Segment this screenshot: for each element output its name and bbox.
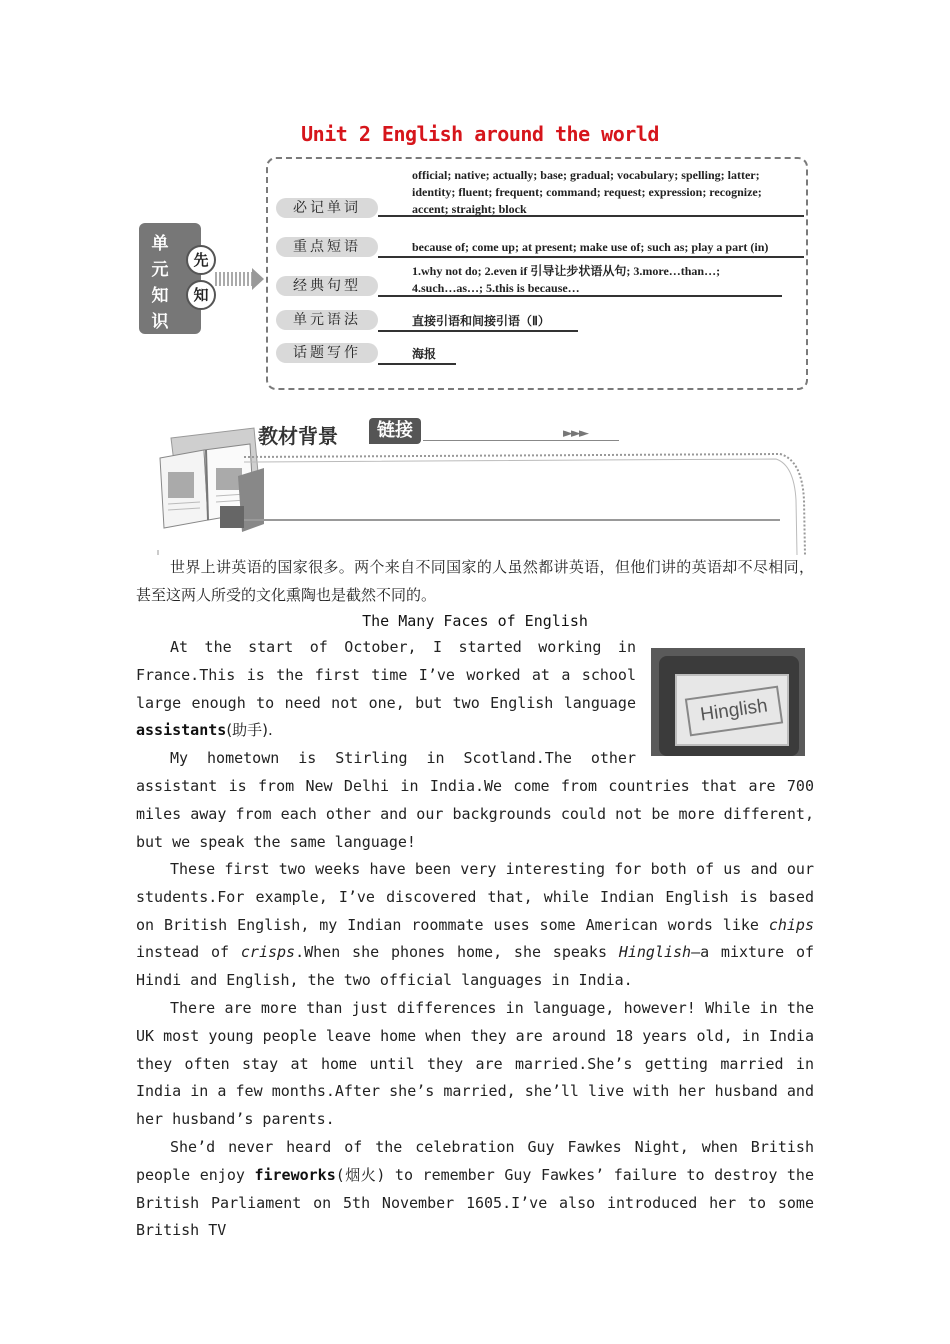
row-line: [378, 363, 456, 365]
vocab-line: official; native; actually; base; gradual; vocabulary; spelling; latter;: [412, 168, 760, 182]
bold-word: fireworks: [254, 1165, 336, 1184]
row-label-sentences: 经典句型: [276, 276, 378, 296]
arrow-strip: [215, 272, 255, 286]
intro-paragraph: 世界上讲英语的国家很多。两个来自不同国家的人虽然都讲英语，但他们讲的英语却不尽相同，甚至这两人所受的文化熏陶也是截然不同的。: [136, 558, 814, 604]
article-paragraph-5: [136, 1134, 814, 1245]
vocab-line: accent; straight; block: [412, 202, 527, 216]
row-line: [378, 330, 578, 332]
section-frame: [140, 410, 810, 555]
italic-word: Hinglish: [618, 943, 692, 962]
italic-word: chips: [768, 915, 814, 934]
p1-line: At the start of October, I started working in: [170, 638, 636, 656]
bold-word: assistants: [136, 721, 227, 740]
p1-line: France.This is the first time I’ve worked at a school: [136, 665, 636, 684]
arrow-right-icon: [252, 268, 264, 290]
p1-tail: (助手).: [226, 721, 273, 740]
p1-line: [136, 717, 636, 745]
row-line: [378, 256, 804, 258]
vocab-line: identity; fluent; frequent; command; request; expression; recognize;: [412, 185, 762, 199]
section-title: 教材背景: [258, 424, 338, 448]
sentence-line: 4.such…as…; 5.this is because…: [412, 281, 580, 295]
side-label-char: 元: [151, 260, 169, 280]
row-label-writing: 话题写作: [276, 343, 378, 363]
p1-line: large enough to need not one, but two English language: [136, 693, 636, 712]
row-label-phrases: 重点短语: [276, 237, 378, 257]
row-content-grammar: 直接引语和间接引语（Ⅱ）: [412, 314, 550, 328]
row-content-vocabulary: [412, 167, 762, 218]
preview-circle-2: 知: [186, 280, 216, 310]
side-label-char: 单: [151, 234, 169, 254]
hinglish-label: Hinglish: [685, 686, 783, 737]
text-run: (烟火) to remember Guy Fawkes’ failure to destroy the British Parliament on 5th November 1605.I’ve also introduced her to some British TV: [136, 1165, 814, 1240]
article-paragraph-2: assistant is from New Delhi in India.We come from countries that are 700 miles away from each other and our backgrounds could not be more different, but we speak the same language!: [136, 777, 814, 851]
background-section-header: [140, 410, 810, 555]
unit-title: Unit 2 English around the world: [301, 122, 659, 146]
side-label-char: 知: [151, 286, 169, 306]
row-content-phrases: because of; come up; at present; make use of; such as; play a part (in): [412, 240, 769, 254]
text-run: She’d never heard of the celebration Guy Fawkes Night, when British people enjoy: [136, 1138, 814, 1184]
photo-screen: [675, 674, 789, 746]
text-run: —a mixture of Hindi and English, the two official languages in India.: [136, 943, 815, 990]
preview-circle-1: 先: [186, 245, 216, 275]
article-paragraph-4: There are more than just differences in language, however! While in the UK most young people leave home when they are around 18 years old, in India they often stay at home until they are married.She’s getting married in India in a few months.After she’s married, she’ll live with her husband and her husband’s parents.: [136, 999, 814, 1129]
hinglish-photo: [651, 648, 805, 756]
unit-knowledge-tab: [139, 223, 201, 334]
row-content-sentences: [412, 263, 720, 297]
section-arrows: ►►►: [563, 426, 587, 441]
section-tag: 链接: [369, 418, 421, 444]
article-paragraph-3: [136, 856, 814, 995]
article-paragraph-2-first: My hometown is Stirling in Scotland.The other: [170, 749, 636, 767]
text-run: .When she phones home, she speaks: [295, 943, 619, 962]
row-content-writing: 海报: [412, 347, 437, 361]
row-label-grammar: 单元语法: [276, 310, 378, 330]
article-title: The Many Faces of English: [362, 612, 588, 630]
side-label-char: 识: [151, 312, 169, 332]
row-label-vocabulary: 必记单词: [276, 198, 378, 218]
text-run: instead of: [136, 943, 241, 962]
article-paragraph-1: [136, 634, 636, 745]
italic-word: crisps: [240, 943, 296, 962]
text-run: These first two weeks have been very interesting for both of us and our students.For example, I’ve discovered that, while Indian English is based on British English, my Indian roommate uses some American words like: [136, 860, 814, 934]
sentence-line: 1.why not do; 2.even if 引导让步状语从句; 3.more…than…;: [412, 264, 721, 278]
